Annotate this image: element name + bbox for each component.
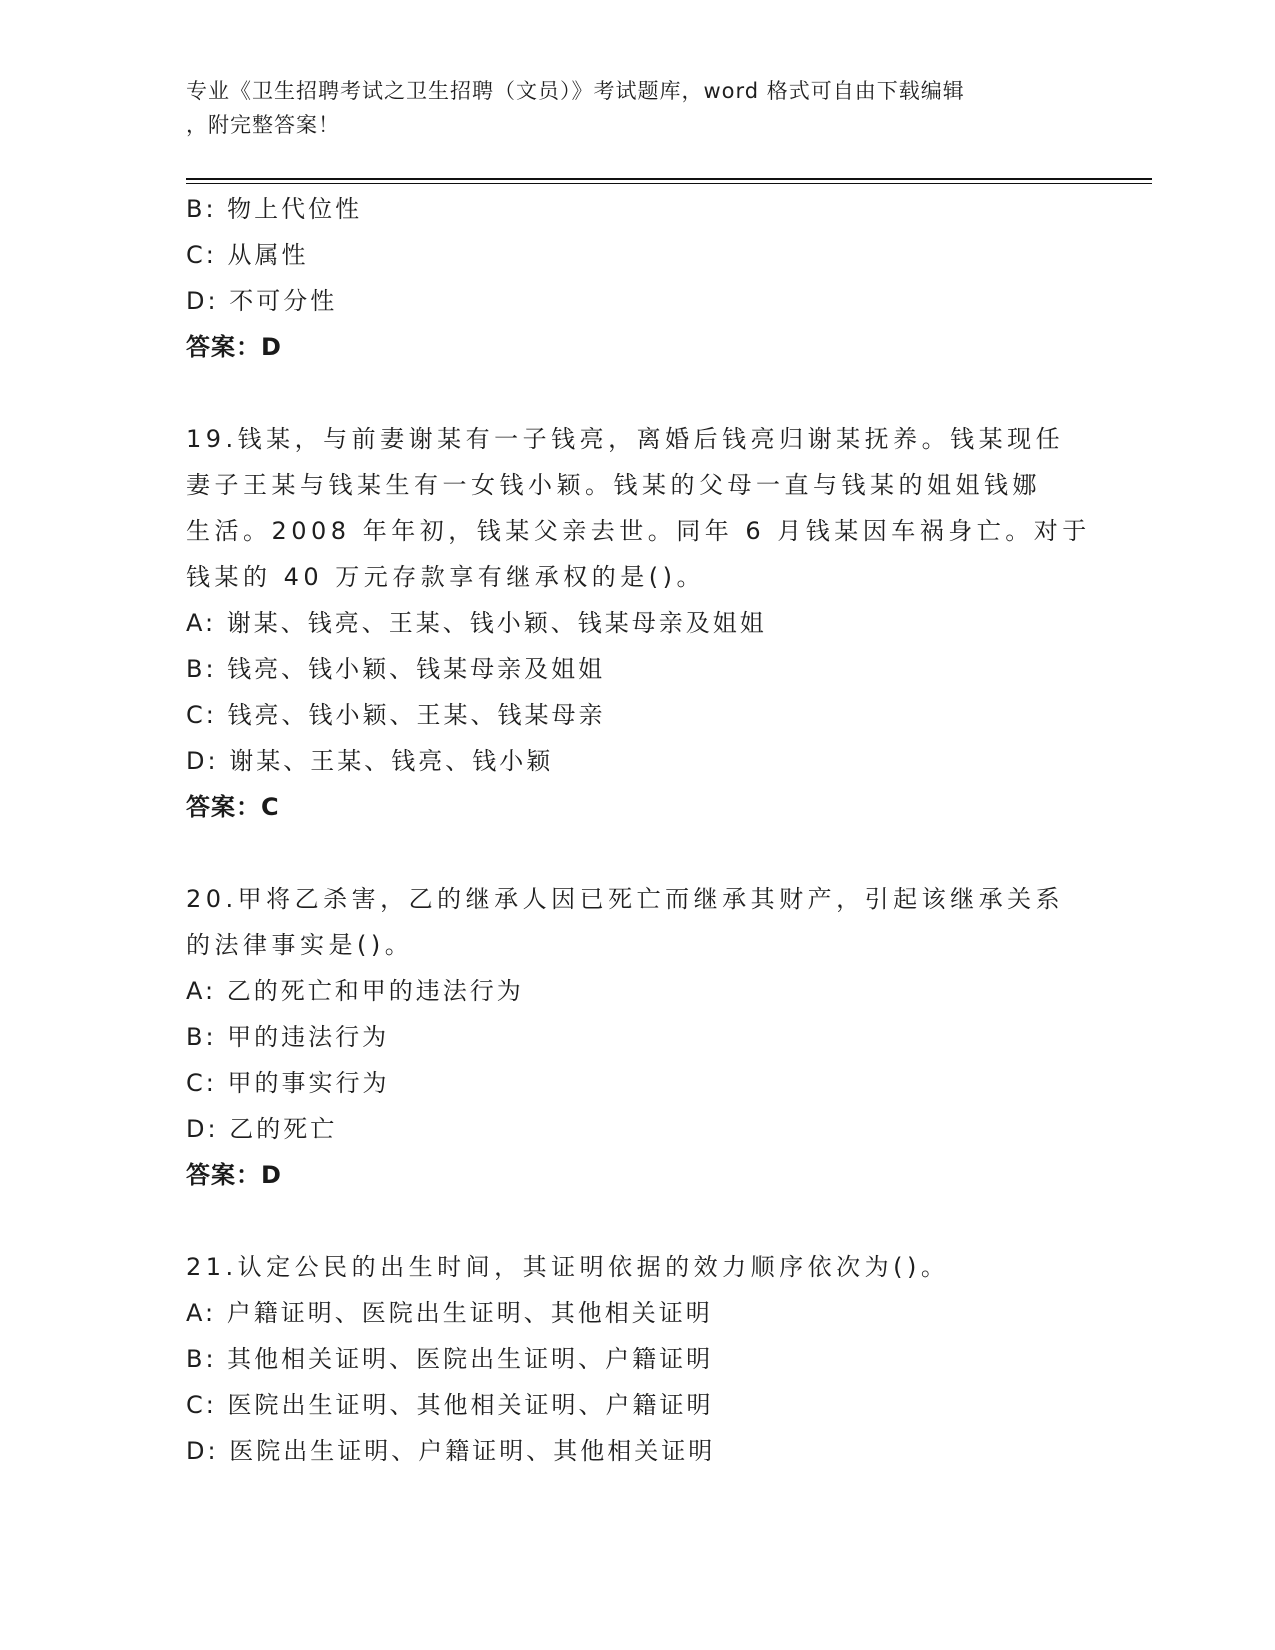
answer-line: 答案：C — [186, 793, 280, 821]
prev-question — [186, 186, 1086, 370]
question-text-line: 钱某的 40 万元存款享有继承权的是()。 — [186, 563, 706, 591]
question-19 — [186, 416, 1091, 830]
answer-line: 答案：D — [186, 333, 282, 361]
option-a: A: 户籍证明、医院出生证明、其他相关证明 — [186, 1299, 713, 1327]
question-text-line: 生活。2008 年年初，钱某父亲去世。同年 6 月钱某因车祸身亡。对于 — [186, 517, 1091, 545]
option-d: D: 乙的死亡 — [186, 1115, 338, 1143]
document-header — [186, 74, 1066, 142]
option-b: B: 物上代位性 — [186, 195, 363, 223]
option-c: C: 从属性 — [186, 241, 309, 269]
question-text-line: 妻子王某与钱某生有一女钱小颖。钱某的父母一直与钱某的姐姐钱娜 — [186, 471, 1041, 499]
question-20 — [186, 876, 1086, 1198]
header-line-2: ，附完整答案！ — [186, 113, 340, 137]
document-body — [186, 186, 1091, 1474]
question-text-line: 的法律事实是()。 — [186, 931, 414, 959]
option-c: C: 钱亮、钱小颖、王某、钱某母亲 — [186, 701, 606, 729]
option-b: B: 钱亮、钱小颖、钱某母亲及姐姐 — [186, 655, 606, 683]
option-d: D: 医院出生证明、户籍证明、其他相关证明 — [186, 1437, 716, 1465]
question-text-line: 19.钱某，与前妻谢某有一子钱亮，离婚后钱亮归谢某抚养。钱某现任 — [186, 425, 1065, 453]
answer-line: 答案：D — [186, 1161, 282, 1189]
question-21 — [186, 1244, 1086, 1474]
option-c: C: 甲的事实行为 — [186, 1069, 390, 1097]
option-c: C: 医院出生证明、其他相关证明、户籍证明 — [186, 1391, 714, 1419]
header-rule-thin — [186, 183, 1152, 184]
header-line-1: 专业《卫生招聘考试之卫生招聘（文员）》考试题库，word 格式可自由下载编辑 — [186, 79, 965, 103]
option-b: B: 其他相关证明、医院出生证明、户籍证明 — [186, 1345, 714, 1373]
option-d: D: 谢某、王某、钱亮、钱小颖 — [186, 747, 554, 775]
option-d: D: 不可分性 — [186, 287, 338, 315]
question-text-line: 20.甲将乙杀害，乙的继承人因已死亡而继承其财产，引起该继承关系 — [186, 885, 1065, 913]
header-rule-thick — [186, 178, 1152, 180]
option-b: B: 甲的违法行为 — [186, 1023, 390, 1051]
option-a: A: 乙的死亡和甲的违法行为 — [186, 977, 524, 1005]
question-text-line: 21.认定公民的出生时间，其证明依据的效力顺序依次为()。 — [186, 1253, 950, 1281]
option-a: A: 谢某、钱亮、王某、钱小颖、钱某母亲及姐姐 — [186, 609, 767, 637]
